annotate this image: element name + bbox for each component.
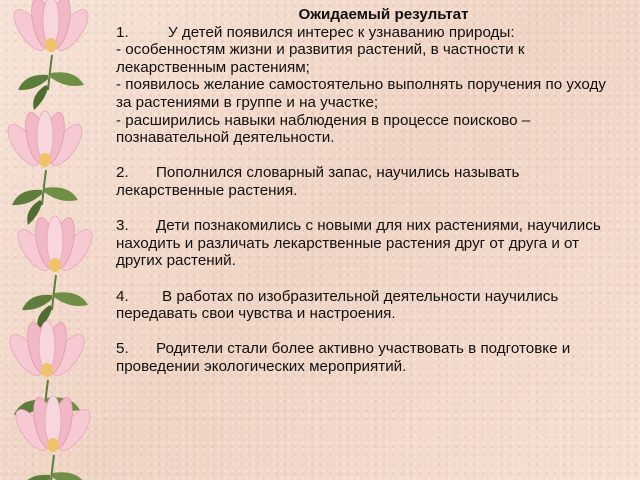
bullet-line: - появилось желание самостоятельно выполнять поручения по уходу xyxy=(116,76,606,94)
magnolia-flower-3 xyxy=(12,216,98,330)
flower-border xyxy=(0,0,110,480)
list-item-5 xyxy=(116,340,631,358)
item-number: 3. xyxy=(116,217,129,235)
item-text: других растений. xyxy=(116,252,236,270)
list-item-3 xyxy=(116,217,631,235)
item-text: В работах по изобразительной деятельности научились xyxy=(162,287,559,305)
item-text: передавать свои чувства и настроения. xyxy=(116,305,396,323)
slide-content xyxy=(116,6,631,375)
bullet-line: - особенностям жизни и развития растений, в частности к xyxy=(116,41,525,59)
item-text: находить и различать лекарственные растения друг от друга и от xyxy=(116,234,580,252)
item-number: 1. xyxy=(116,23,129,41)
list-item-2 xyxy=(116,164,631,182)
item-number: 5. xyxy=(116,340,129,358)
bullet-line: - расширились навыки наблюдения в процессе поисково – xyxy=(116,111,531,129)
item-text: Дети познакомились с новыми для них растениями, научились xyxy=(156,217,601,235)
item-text: Родители стали более активно участвовать в подготовке и xyxy=(156,340,571,358)
item-number: 2. xyxy=(116,164,129,182)
item-text: проведении экологических мероприятий. xyxy=(116,357,407,375)
bullet-line: за растениями в группе и на участке; xyxy=(116,93,379,111)
item-text: Пополнился словарный запас, научились называть xyxy=(156,164,520,182)
list-item-1 xyxy=(116,24,631,42)
bullet-line: лекарственным растениям; xyxy=(116,58,310,76)
magnolia-flower-2 xyxy=(2,111,88,225)
magnolia-flower-1 xyxy=(8,0,94,110)
bullet-line: познавательной деятельности. xyxy=(116,129,335,147)
slide-title: Ожидаемый результат xyxy=(298,6,469,23)
item-text: лекарственные растения. xyxy=(116,181,298,199)
item-number: 4. xyxy=(116,287,129,305)
item-text: У детей появился интерес к узнаванию природы: xyxy=(168,23,515,41)
list-item-4 xyxy=(116,288,631,306)
